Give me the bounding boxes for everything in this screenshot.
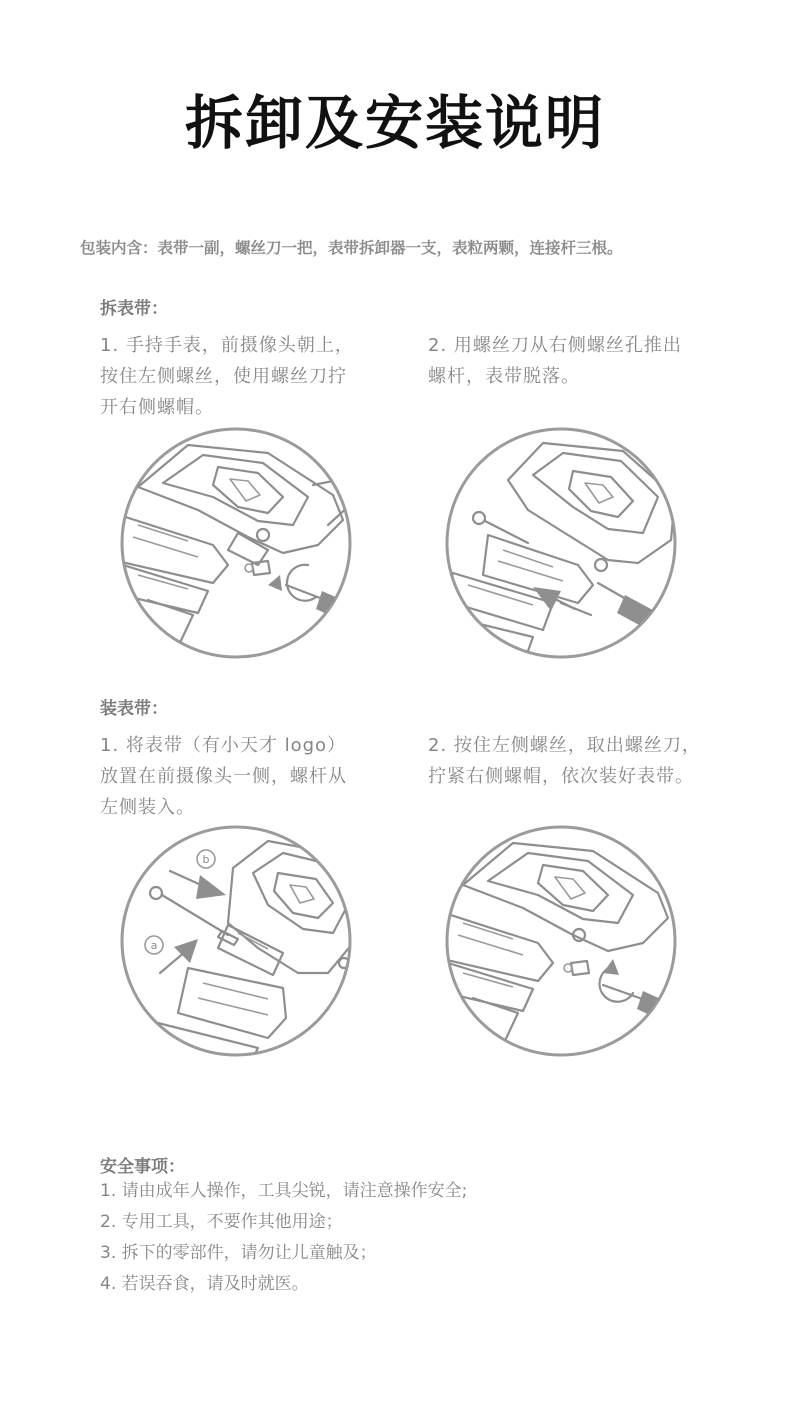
remove-step-2	[428, 330, 682, 392]
label-a: a	[150, 939, 158, 952]
package-contents: 包装内含：表带一副，螺丝刀一把，表带拆卸器一支，表粒两颗，连接杆三根。	[80, 239, 623, 257]
install-step-1-line-3: 左侧装入。	[100, 797, 195, 818]
remove-step-1-line-3: 开右侧螺帽。	[100, 397, 214, 418]
safety-item: 3. 拆下的零部件，请勿让儿童触及；	[100, 1243, 377, 1263]
safety-list	[100, 1176, 467, 1300]
remove-step-2-line-1: 2. 用螺丝刀从右侧螺丝孔推出	[428, 335, 682, 356]
watch-insert-band-illustration	[118, 823, 358, 1063]
install-step-1-line-2: 放置在前摄像头一侧，螺杆从	[100, 766, 347, 787]
label-b: b	[202, 853, 210, 866]
safety-item: 4. 若误吞食，请及时就医。	[100, 1274, 309, 1294]
watch-push-pin-illustration	[443, 425, 683, 665]
remove-step-2-line-2: 螺杆，表带脱落。	[428, 366, 580, 387]
remove-step-1	[100, 330, 354, 423]
install-band-heading: 装表带：	[100, 699, 168, 719]
safety-heading: 安全事项：	[100, 1157, 185, 1177]
safety-item: 1. 请由成年人操作，工具尖锐，请注意操作安全;	[100, 1181, 468, 1201]
safety-item: 2. 专用工具，不要作其他用途；	[100, 1212, 343, 1232]
watch-tighten-illustration	[443, 823, 683, 1063]
install-step-1-line-1: 1. 将表带（有小天才 logo）	[100, 735, 347, 756]
install-step-1	[100, 730, 347, 823]
remove-band-heading: 拆表带：	[100, 299, 168, 319]
install-step-2-line-2: 拧紧右侧螺帽，依次装好表带。	[428, 766, 694, 787]
remove-step-1-line-1: 1. 手持手表，前摄像头朝上，	[100, 335, 354, 356]
page-title: 拆卸及安装说明	[184, 89, 605, 157]
watch-unscrew-illustration	[118, 425, 358, 665]
remove-step-1-line-2: 按住左侧螺丝，使用螺丝刀拧	[100, 366, 347, 387]
install-step-2-line-1: 2. 按住左侧螺丝，取出螺丝刀，	[428, 735, 701, 756]
install-step-2	[428, 730, 701, 792]
